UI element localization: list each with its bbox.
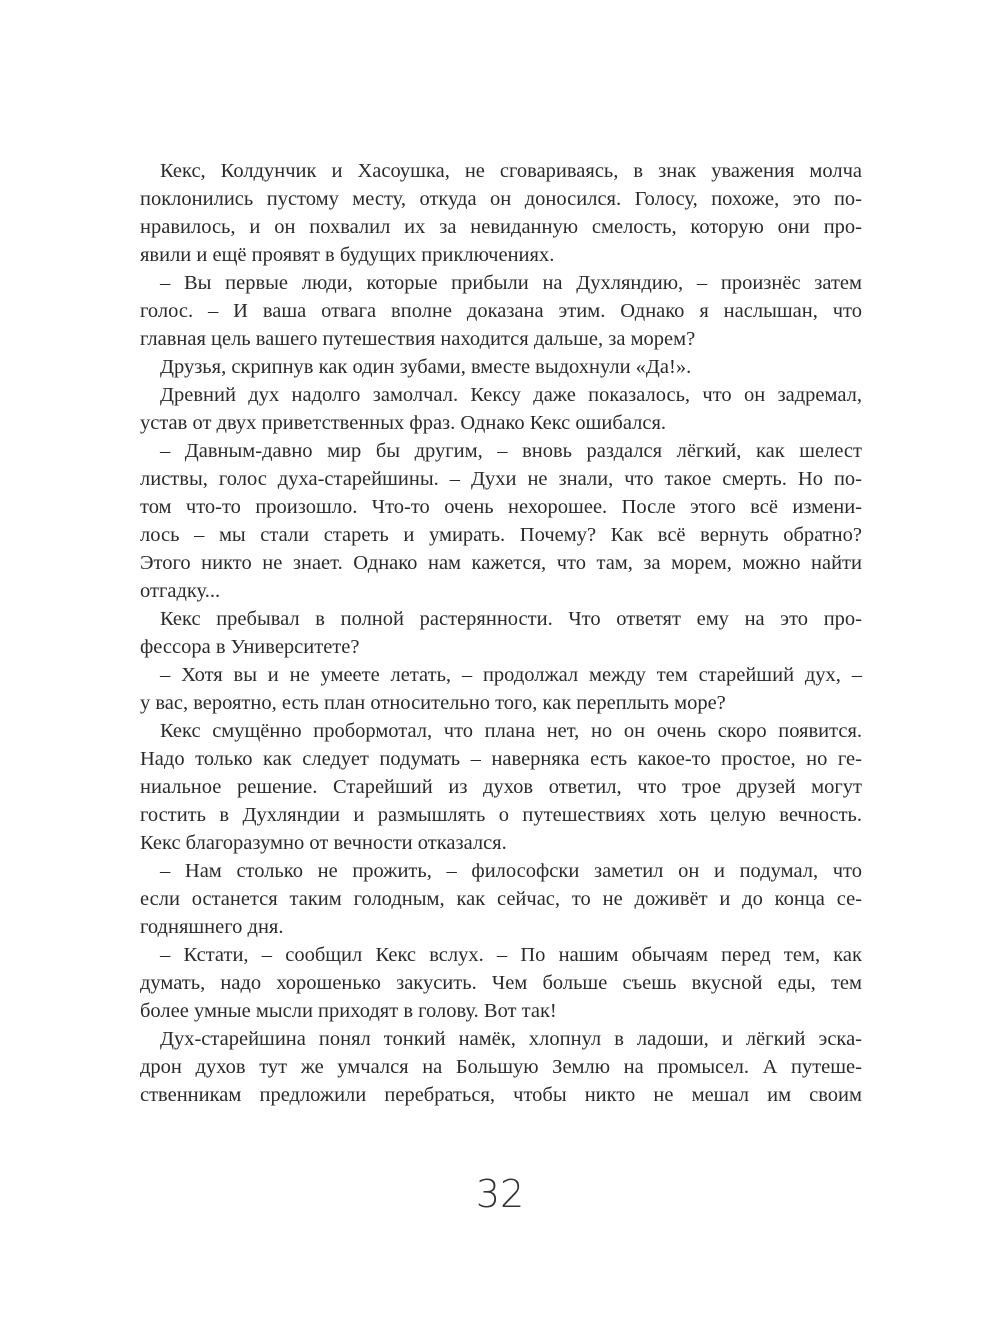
text-line: если останется таким голодным, как сейчас, то не доживёт и до конца се- <box>140 888 862 910</box>
text-line: поклонились пустому месту, откуда он доносился. Голосу, похоже, это по- <box>140 188 862 210</box>
page-number: 32 <box>475 1172 525 1216</box>
text-line: ниальное решение. Старейший из духов ответил, что трое друзей могут <box>140 776 862 798</box>
text-line: Дух-старейшина понял тонкий намёк, хлопнул в ладоши, и лёгкий эска- <box>160 1028 862 1050</box>
text-line: более умные мысли приходят в голову. Вот так! <box>140 1000 557 1022</box>
text-line: Друзья, скрипнув как один зубами, вместе выдохнули «Да!». <box>160 356 692 378</box>
text-line: дрон духов тут же умчался на Большую Землю на промысел. А путеше- <box>140 1056 862 1078</box>
text-line: явили и ещё проявят в будущих приключениях. <box>140 244 555 266</box>
text-line: Надо только как следует подумать – наверняка есть какое-то простое, но ге- <box>140 748 862 770</box>
body-text <box>140 157 862 1109</box>
text-line: – Вы первые люди, которые прибыли на Духляндию, – произнёс затем <box>160 272 862 294</box>
text-line: устав от двух приветственных фраз. Однако Кекс ошибался. <box>140 412 666 434</box>
text-line: нравилось, и он похвалил их за невиданную смелость, которую они про- <box>140 216 862 238</box>
text-line: голос. – И ваша отвага вполне доказана этим. Однако я наслышан, что <box>140 300 862 322</box>
text-line: у вас, вероятно, есть план относительно того, как переплыть море? <box>140 692 726 714</box>
text-line: отгадку... <box>140 580 221 602</box>
text-line: Этого никто не знает. Однако нам кажется, что там, за морем, можно найти <box>140 552 862 574</box>
text-line: листвы, голос духа-старейшины. – Духи не знали, что такое смерть. Но по- <box>140 468 862 490</box>
text-line: Древний дух надолго замолчал. Кексу даже показалось, что он задремал, <box>160 384 862 406</box>
text-line: главная цель вашего путешествия находится дальше, за морем? <box>140 328 696 350</box>
text-line: фессора в Университете? <box>140 636 360 658</box>
text-line: ственникам предложили перебраться, чтобы никто не мешал им своим <box>140 1084 862 1106</box>
text-line: Кекс пребывал в полной растерянности. Что ответят ему на это про- <box>160 608 862 630</box>
text-line: Кекс благоразумно от вечности отказался. <box>140 832 507 854</box>
text-line: лось – мы стали стареть и умирать. Почему? Как всё вернуть обратно? <box>140 524 862 546</box>
text-line: том что-то произошло. Что-то очень нехорошее. После этого всё измени- <box>140 496 862 518</box>
text-line: – Кстати, – сообщил Кекс вслух. – По нашим обычаям перед тем, как <box>160 944 862 966</box>
text-line: – Хотя вы и не умеете летать, – продолжал между тем старейший дух, – <box>160 664 862 686</box>
text-line: – Нам столько не прожить, – философски заметил он и подумал, что <box>160 860 862 882</box>
text-line: годняшнего дня. <box>140 916 284 938</box>
text-line: – Давным-давно мир бы другим, – вновь раздался лёгкий, как шелест <box>160 440 862 462</box>
text-line: Кекс, Колдунчик и Хасоушка, не сговариваясь, в знак уважения молча <box>160 160 862 182</box>
text-line: Кекс смущённо пробормотал, что плана нет, но он очень скоро появится. <box>160 720 862 742</box>
text-line: думать, надо хорошенько закусить. Чем больше съешь вкусной еды, тем <box>140 972 862 994</box>
text-line: гостить в Духляндии и размышлять о путешествиях хоть целую вечность. <box>140 804 862 826</box>
